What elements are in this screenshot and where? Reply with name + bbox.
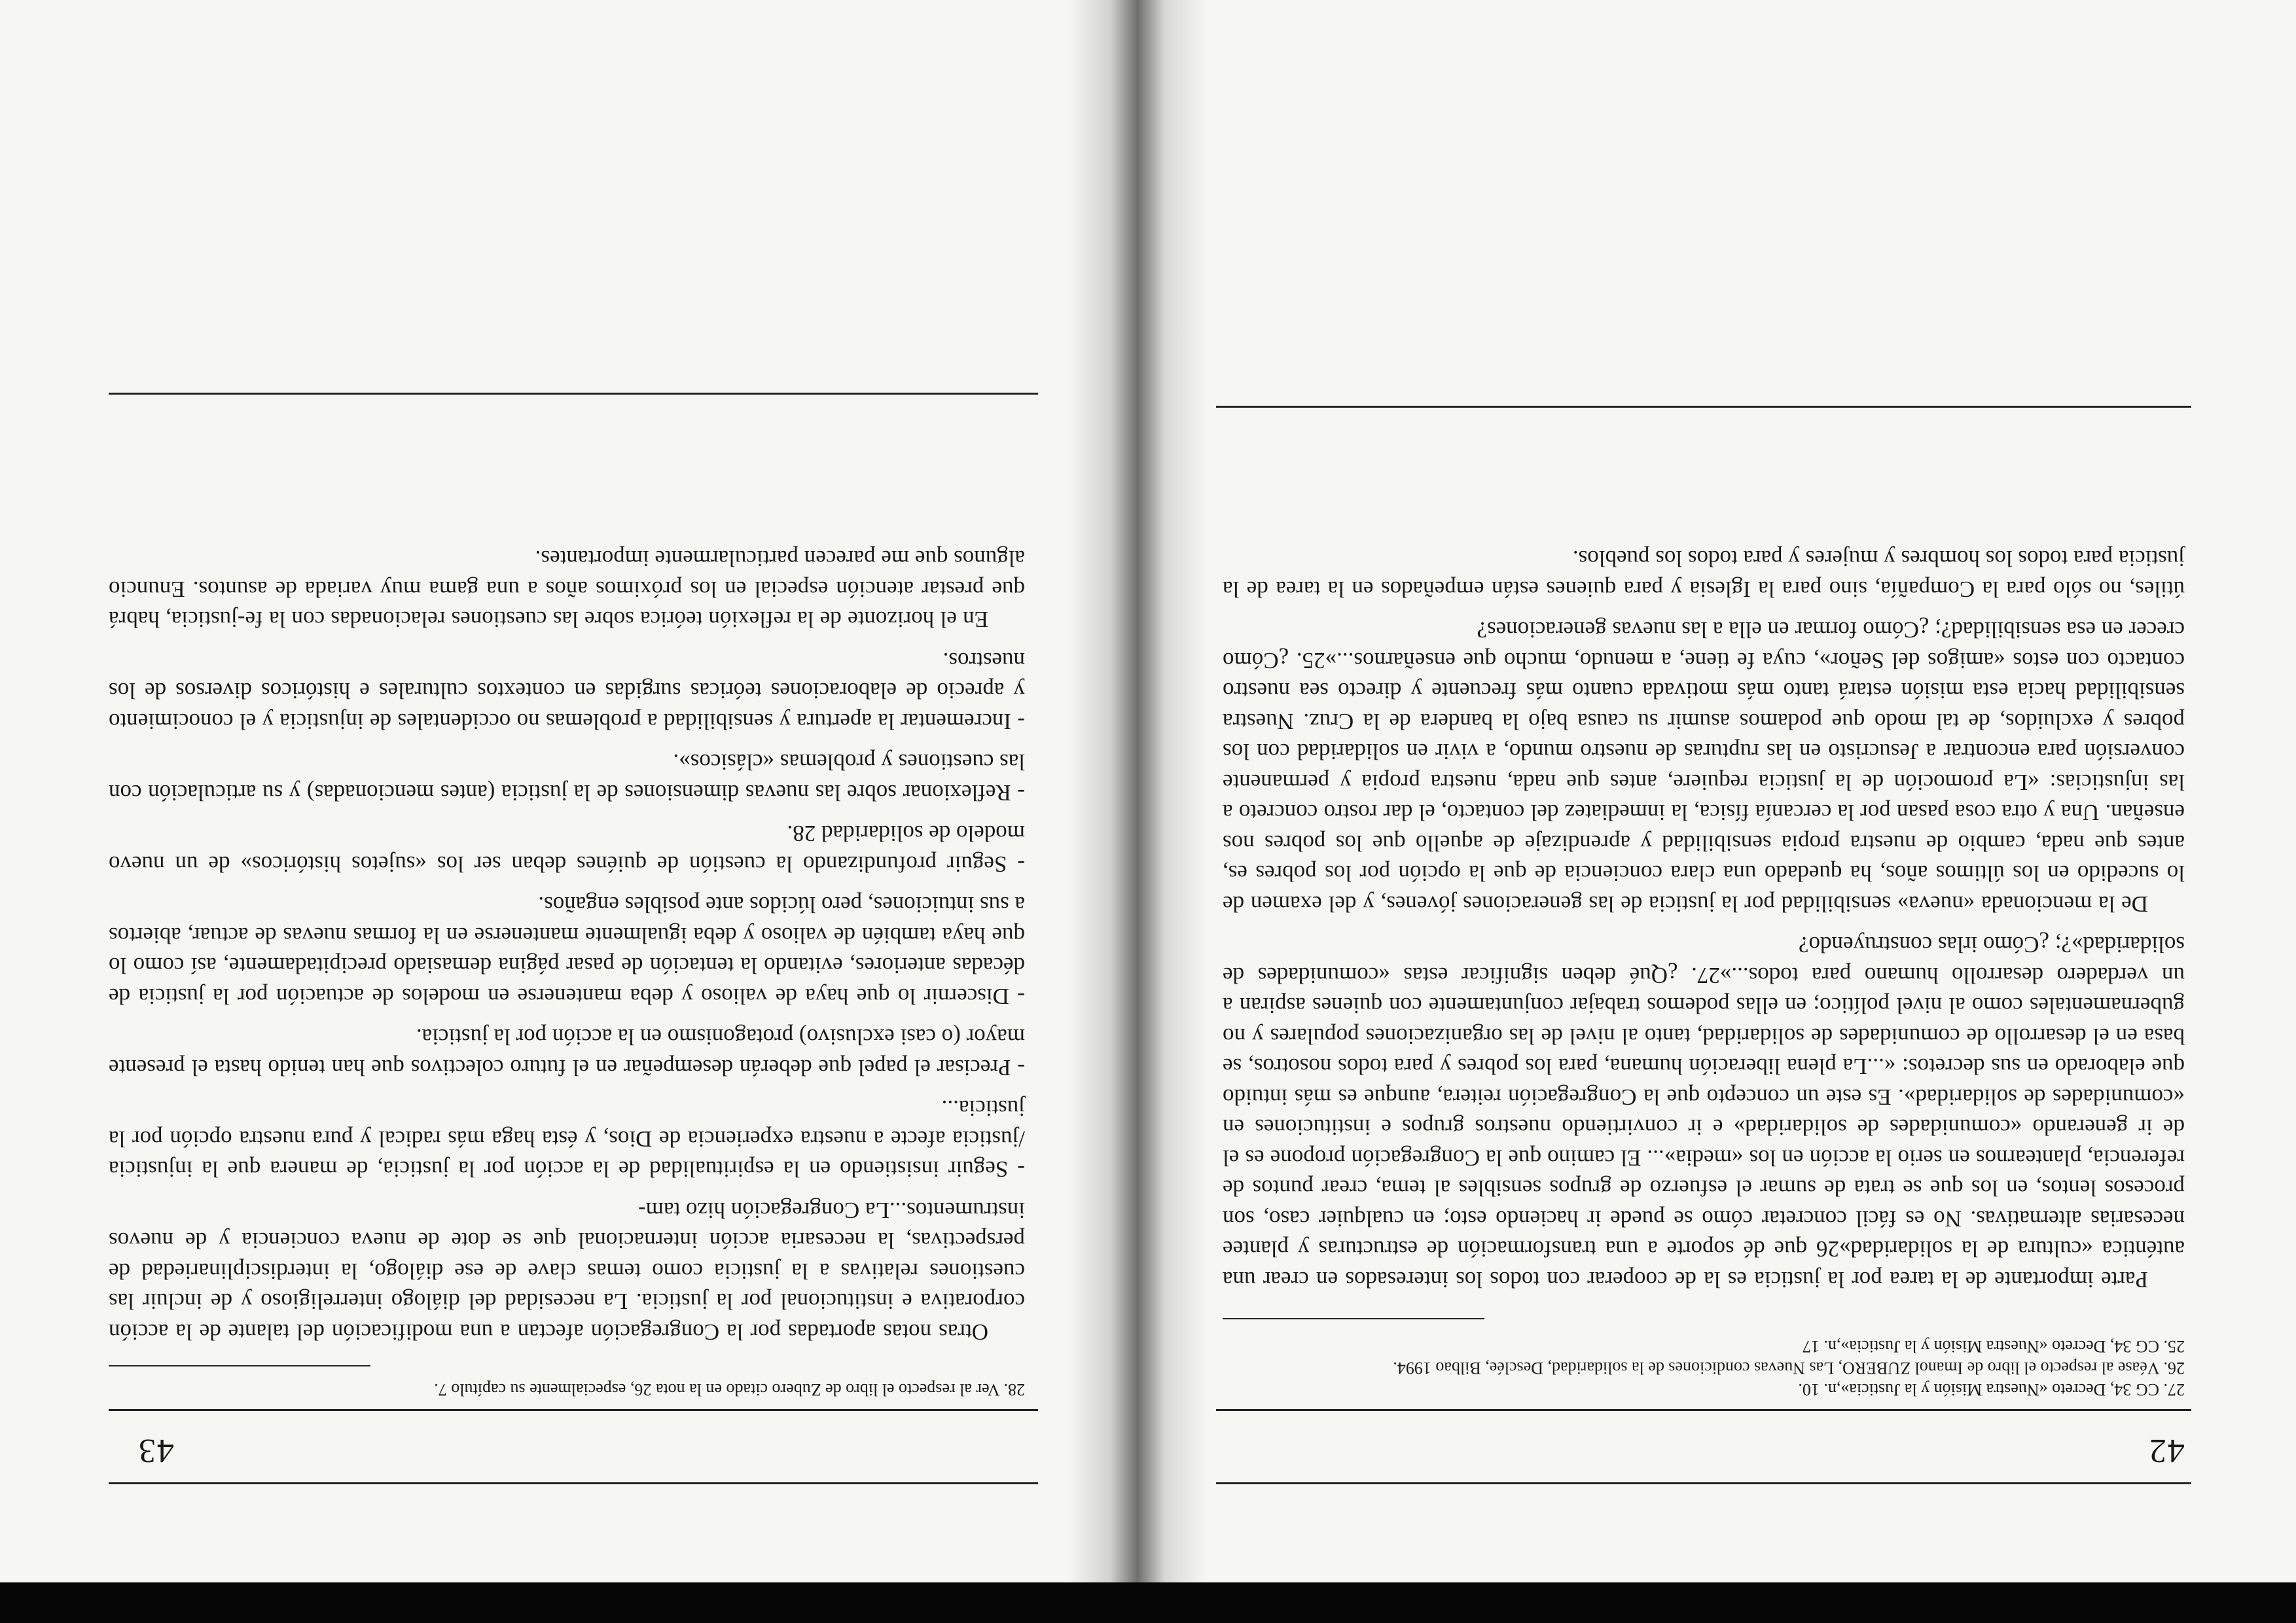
- section-rule: [1216, 406, 2191, 408]
- list-item: - Seguir profundizando la cuestión de quiénes deban ser los «sujetos históricos» de un nuevo modelo de solidaridad 28.: [109, 821, 1025, 877]
- list-item: - Incrementar la apertura y sensibilidad a problemas no occidentales de injusticia y el conocimiento y aprecio de elaboraciones teóricas surgidas en contextos culturales e históricos diversos de los nuestros.: [109, 648, 1025, 734]
- closing-paragraph: Otras notas aportadas por la Congregación afectan a una modificación del talante de la acción corporativa e institucional por la justicia. La necesidad del diálogo interreligioso y de incluir las cuestiones relativas a la justicia como temas clave de ese diálogo, la interdisciplinariedad de perspectivas, la necesaria acción internacional que se dote de nueva conciencia y de nuevos instrumentos...La Congregación hizo tam-: [109, 1198, 1025, 1345]
- footnotes: [1223, 1336, 2185, 1400]
- body-text: [109, 543, 1025, 1347]
- footnote: 25. CG 34, Decreto «Nuestra Misión y la Justicia»,n. 17: [1802, 1337, 2185, 1356]
- section-rule: [109, 393, 1038, 395]
- footnote: 26. Véase al respecto el libro de Imanol ZUBERO, Las Nuevas condiciones de la solidaridad, Desclée, Bilbao 1994.: [1393, 1359, 2185, 1378]
- paragraph: De la mencionada «nueva» sensibilidad por la justicia de las generaciones jóvenes, y del examen de lo sucedido en los últimos años, ha quedado una clara conciencia de que la opción por los pobres es, antes que nada, cambio de nuestra propia sensibilidad y aprendizaje de aquello que los pobres nos enseñan. Una y otra cosa pasan por la cercanía física, la inmediatez del contacto, el dar rostro concreto a las injusticias: «La promoción de la justicia requiere, antes que nada, nuestra propia y permanente conversión para encontrar a Jesucristo en las rupturas de nuestro mundo, a vivir en solidaridad con los pobres y excluidos, de tal modo que podamos asumir su causa bajo la bandera de la Cruz. Nuestra sensibilidad hacia esta misión estará tanto más motivada cuanto más frecuente y directo sea nuestro contacto con estos «amigos del Señor», cuya fe tiene, a menudo, mucho que enseñarnos...»25. ¿Cómo crecer en esa sensibilidad?; ¿Cómo formar en ella a las nuevas generaciones?: [1223, 617, 2185, 917]
- paragraph: Parte importante de la tarea por la justicia es la de cooperar con todos los interesados en crear una auténtica «cultura de la solidaridad»26 que dé soporte a una transformación de estructuras y plantee necesarias alternativas. No es fácil concretar cómo se puede ir haciendo esto; en cualquier caso, son procesos lentos, en los que se trata de sumar el esfuerzo de grupos sensibles al tema, crear puntos de referencia, plantearnos en serio la acción en los «media»... El camino que la Congregación propone es el de ir generando «comunidades de solidaridad» e ir convirtiendo nuestros grupos e instituciones en «comunidades de solidaridad». Es este un concepto que la Congregación reitera, aunque es más intuido que elaborado en sus decretos: «...La plena liberación humana, para los pobres y para todos nosotros, se basa en el desarrollo de comunidades de solidaridad, tanto al nivel de las organizaciones populares y no gubernamentales como al nivel político; en ellas podemos trabajar conjuntamente con quienes aspiran a un verdadero desarrollo humano para todos...»27. ¿Qué deben significar estas «comunidades de solidaridad»?; ¿Cómo irlas construyendo?: [1223, 932, 2185, 1293]
- body-text: [1223, 543, 2185, 1294]
- list-item: - Seguir insistiendo en la espiritualidad de la acción por la justicia, de manera que la injusticia /justicia afecte a nuestra experiencia de Dios, y ésta haga más radical y pura nuestra opción por la justicia...: [109, 1096, 1025, 1183]
- header-rule-bottom: [109, 1409, 1038, 1411]
- footnote-rule: [1223, 1318, 1484, 1319]
- list-item: - Reflexionar sobre las nuevas dimensiones de la justicia (antes mencionadas) y su articulación con las cuestiones y problemas «clásicos».: [109, 749, 1025, 806]
- intro-paragraph: En el horizonte de la reflexión teórica sobre las cuestiones relacionadas con la fe-justicia, habrá que prestar atención especial en los próximos años a una gama muy variada de asuntos. Enuncio algunos que me parecen particularmente importantes.: [109, 546, 1025, 633]
- list-item: - Discernir lo que haya de valioso y deba mantenerse en modelos de actuación por la justicia de décadas anteriores, evitando la tentación de pasar página demasiado precipitadamente, así como lo que haya también de valioso y deba igualmente mantenerse en la formas nuevas de actuar, abiertos a sus intuiciones, pero lúcidos ante posibles engaños.: [109, 892, 1025, 1009]
- header-rule-bottom: [1216, 1409, 2191, 1411]
- footnotes: [109, 1379, 1025, 1400]
- header-rule-top: [1216, 1482, 2191, 1484]
- page-number: 43: [137, 1432, 174, 1469]
- paragraph: útiles, no sólo para la Compañía, sino para la Iglesia y para quienes están empeñados en la tarea de la justicia para todos los hombres y mujeres y para todos los pueblos.: [1223, 546, 2185, 602]
- page-43: [0, 0, 1143, 1582]
- page-42: [1143, 0, 2296, 1582]
- footnote-rule: [109, 1365, 370, 1366]
- page-number: 42: [2148, 1432, 2185, 1469]
- footnote: 27. CG 34, Decreto «Nuestra Misión y la Justicia»,n. 10.: [1798, 1380, 2185, 1399]
- scanner-edge: [0, 1582, 2296, 1623]
- list-item: - Precisar el papel que deberán desempeñar en el futuro colectivos que han tenido hasta el presente mayor (o casi exclusivo) protagonismo en la acción por la justicia.: [109, 1024, 1025, 1080]
- footnote: 28. Ver al respecto el libro de Zubero citado en la nota 26, especialmente su capítulo 7.: [434, 1380, 1025, 1399]
- header-rule-top: [109, 1482, 1038, 1484]
